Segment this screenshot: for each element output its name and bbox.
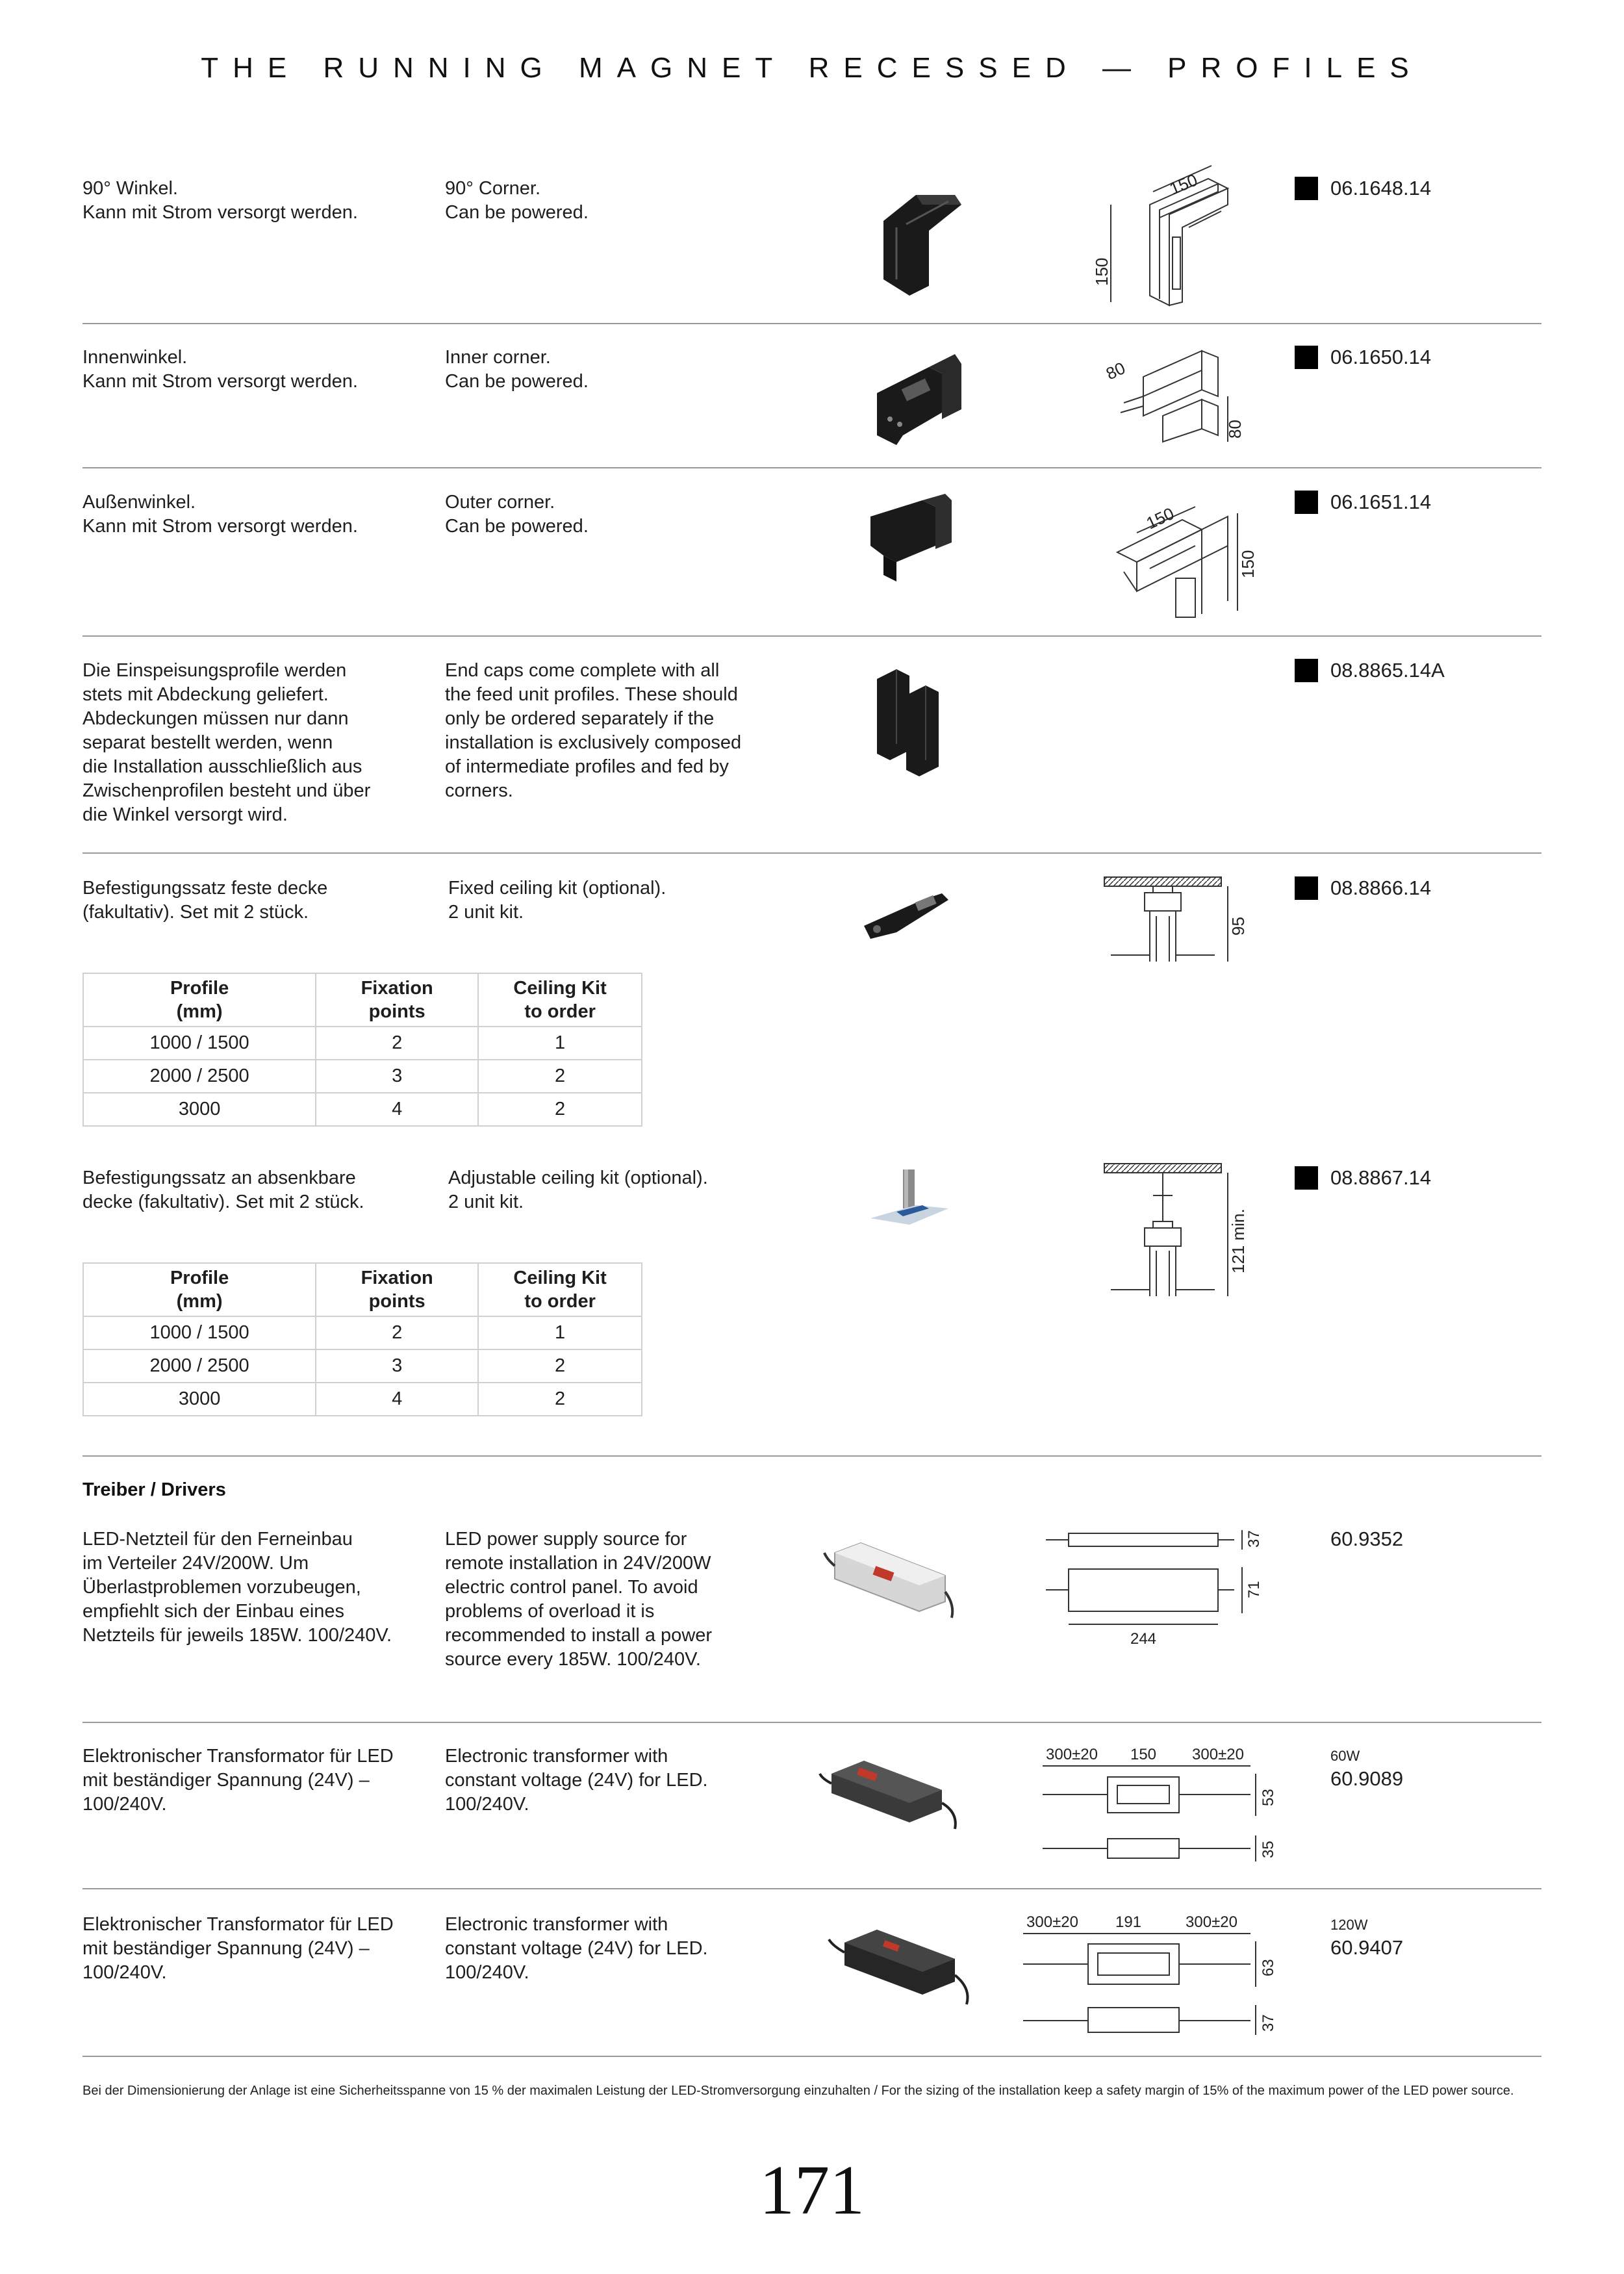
dimension-label: 191 — [1115, 1913, 1142, 1931]
divider — [82, 1722, 1542, 1723]
power-rating: 60W — [1330, 1748, 1360, 1764]
corner-90-dimension-drawing — [1092, 166, 1254, 315]
color-swatch-black — [1295, 659, 1318, 682]
divider — [82, 2056, 1542, 2057]
product-6-description-de: Befestigungssatz an absenkbare decke (fakultativ). Set mit 2 stück. — [82, 1168, 364, 1212]
column-header: Ceiling Kit to order — [478, 973, 642, 1027]
divider — [82, 852, 1542, 854]
dimension-label: 121 min. — [1228, 1208, 1248, 1273]
product-5-description-en: Fixed ceiling kit (optional). 2 unit kit. — [448, 878, 666, 923]
product-code: 60.9089 — [1330, 1767, 1404, 1790]
dimension-label: 71 — [1245, 1581, 1263, 1598]
fixation-table-1 — [82, 973, 642, 1127]
dimension-label: 300±20 — [1026, 1913, 1078, 1931]
divider — [82, 1888, 1542, 1889]
fixation-table-2 — [82, 1262, 642, 1416]
driver-2-description-de: Elektronischer Transformator für LED mit beständiger Spannung (24V) – 100/240V. — [82, 1746, 394, 1815]
column-header: Ceiling Kit to order — [478, 1263, 642, 1316]
dimension-label: 150 — [1130, 1746, 1157, 1763]
product-code: 08.8867.14 — [1330, 1166, 1432, 1189]
table-row: 3000 4 2 — [83, 1093, 642, 1126]
color-swatch-black — [1295, 346, 1318, 369]
driver-3-description-en: Electronic transformer with constant voltage (24V) for LED. 100/240V. — [445, 1914, 708, 1983]
dimension-label: 150 — [1238, 550, 1258, 578]
inner-corner-dimension-drawing — [1104, 338, 1254, 448]
product-code: 06.1651.14 — [1330, 491, 1432, 513]
product-1-description-de: 90° Winkel. Kann mit Strom versorgt werden. — [82, 178, 358, 223]
dimension-label: 35 — [1260, 1841, 1277, 1858]
dimension-label: 95 — [1228, 917, 1248, 936]
power-supply-product-image — [822, 1533, 965, 1631]
column-header: Profile (mm) — [83, 973, 316, 1027]
divider — [82, 635, 1542, 637]
driver-1-description-en: LED power supply source for remote installation in 24V/200W electric control panel. To avoid problems of overload it is recommended to install a power source every 185W. 100/240V. — [445, 1529, 713, 1670]
divider — [82, 1455, 1542, 1457]
product-2-description-en: Inner corner. Can be powered. — [445, 347, 589, 392]
dimension-label: 53 — [1260, 1789, 1277, 1806]
driver-2-description-en: Electronic transformer with constant voltage (24V) for LED. 100/240V. — [445, 1746, 708, 1815]
dimension-label: 150 — [1092, 257, 1111, 286]
power-rating: 120W — [1330, 1917, 1368, 1933]
color-swatch-black — [1295, 1166, 1318, 1190]
column-header: Profile (mm) — [83, 1263, 316, 1316]
adjustable-ceiling-kit-dimension-drawing — [1098, 1160, 1254, 1303]
power-supply-dimension-drawing — [1039, 1520, 1273, 1657]
product-code: 08.8866.14 — [1330, 876, 1432, 899]
drivers-heading: Treiber / Drivers — [82, 1479, 226, 1500]
dimension-label: 300±20 — [1186, 1913, 1237, 1931]
dimension-label: 37 — [1245, 1530, 1263, 1548]
corner-90-product-image — [870, 182, 974, 299]
product-4-description-en: End caps come complete with all the feed unit profiles. These should only be ordered separately if the installation is exclusively composed of intermediate profiles and fed by corners. — [445, 660, 742, 801]
color-swatch-black — [1295, 177, 1318, 200]
column-header: Fixation points — [316, 973, 478, 1027]
dimension-label: 150 — [1143, 503, 1177, 533]
product-3-description-de: Außenwinkel. Kann mit Strom versorgt werden. — [82, 492, 358, 537]
product-code: 60.9407 — [1330, 1936, 1404, 1959]
product-code: 60.9352 — [1330, 1527, 1404, 1550]
page-title: THE RUNNING MAGNET RECESSED — PROFILES — [201, 52, 1423, 84]
divider — [82, 467, 1542, 468]
color-swatch-black — [1295, 876, 1318, 900]
dimension-label: 244 — [1130, 1630, 1157, 1648]
driver-3-description-de: Elektronischer Transformator für LED mit beständiger Spannung (24V) – 100/240V. — [82, 1914, 394, 1983]
dimension-label: 63 — [1260, 1959, 1277, 1976]
outer-corner-product-image — [864, 491, 981, 588]
end-cap-product-image — [870, 666, 961, 783]
adjustable-ceiling-kit-product-image — [857, 1163, 961, 1234]
transformer-120w-product-image — [825, 1917, 974, 2014]
table-row: 1000 / 1500 2 1 — [83, 1027, 642, 1060]
product-5-description-de: Befestigungssatz feste decke (fakultativ). Set mit 2 stück. — [82, 878, 328, 923]
table-row: 2000 / 2500 3 2 — [83, 1060, 642, 1093]
dimension-label: 80 — [1225, 420, 1245, 439]
table-row: 1000 / 1500 2 1 — [83, 1316, 642, 1349]
column-header: Fixation points — [316, 1263, 478, 1316]
product-code: 06.1648.14 — [1330, 177, 1432, 199]
product-code: 08.8865.14A — [1330, 659, 1445, 682]
transformer-60w-product-image — [818, 1748, 968, 1839]
product-4-description-de: Die Einspeisungsprofile werden stets mit Abdeckung geliefert. Abdeckungen müssen nur dann separat bestellt werden, wenn die Installation ausschließlich aus Zwischenprofilen besteht und über die Winkel versorgt wird. — [82, 660, 371, 825]
transformer-60w-dimension-drawing — [1036, 1741, 1283, 1878]
table-row: 3000 4 2 — [83, 1383, 642, 1416]
outer-corner-dimension-drawing — [1098, 481, 1260, 630]
inner-corner-product-image — [864, 348, 981, 452]
product-1-description-en: 90° Corner. Can be powered. — [445, 178, 589, 223]
fixed-ceiling-kit-product-image — [857, 880, 961, 945]
dimension-label: 300±20 — [1192, 1746, 1244, 1763]
page-number: 171 — [759, 2152, 865, 2229]
dimension-label: 150 — [1167, 170, 1200, 199]
color-swatch-black — [1295, 491, 1318, 514]
table-row: 2000 / 2500 3 2 — [83, 1349, 642, 1383]
transformer-120w-dimension-drawing — [1017, 1910, 1289, 2053]
fixed-ceiling-kit-dimension-drawing — [1098, 871, 1254, 975]
product-3-description-en: Outer corner. Can be powered. — [445, 492, 589, 537]
driver-1-description-de: LED-Netzteil für den Ferneinbau im Verteiler 24V/200W. Um Überlastproblemen vorzubeugen, empfiehlt sich der Einbau eines Netzteils für jeweils 185W. 100/240V. — [82, 1529, 392, 1646]
dimension-label: 300±20 — [1046, 1746, 1098, 1763]
product-6-description-en: Adjustable ceiling kit (optional). 2 unit kit. — [448, 1168, 708, 1212]
footer-note: Bei der Dimensionierung der Anlage ist eine Sicherheitsspanne von 15 % der maximalen Leistung der LED-Stromversorgung einzuhalten / For the sizing of the installation keep a safety margin of 15% of the maximum power of the LED power source. — [82, 2084, 1514, 2098]
dimension-label: 80 — [1102, 358, 1128, 384]
product-2-description-de: Innenwinkel. Kann mit Strom versorgt werden. — [82, 347, 358, 392]
dimension-label: 37 — [1260, 2014, 1277, 2032]
product-code: 06.1650.14 — [1330, 346, 1432, 368]
divider — [82, 323, 1542, 324]
